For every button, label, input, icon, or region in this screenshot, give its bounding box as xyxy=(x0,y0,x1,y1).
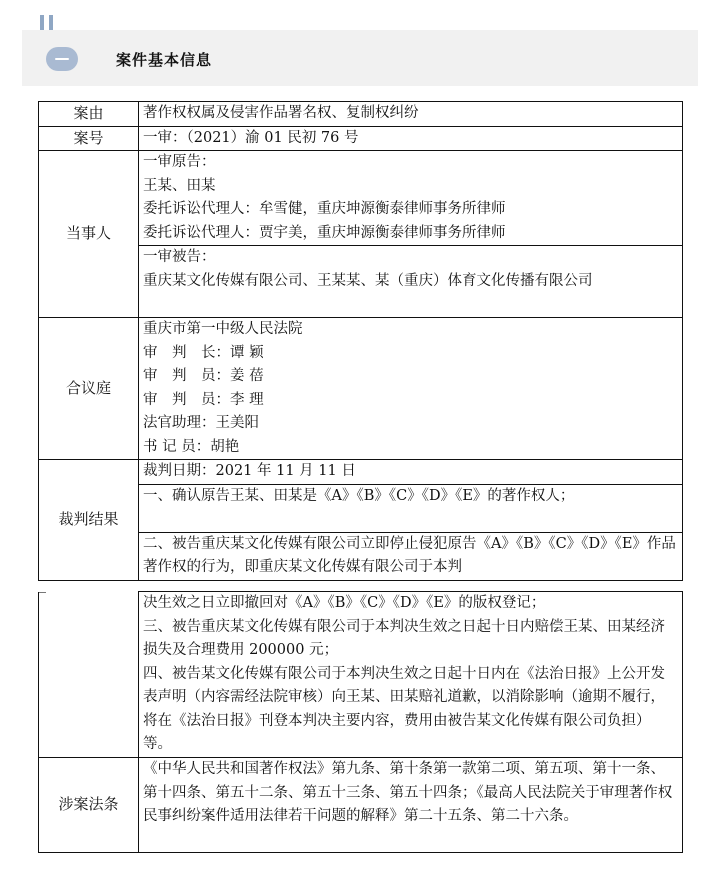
panel-presiding-judge: 审 判 长：谭 颖 xyxy=(143,344,264,361)
panel-label: 合议庭 xyxy=(39,318,139,460)
cause-label: 案由 xyxy=(39,102,139,127)
laws-label: 涉案法条 xyxy=(39,758,139,853)
table-row xyxy=(39,102,683,127)
panel-judge-1: 审 判 员：姜 蓓 xyxy=(143,368,264,384)
judgment-item-2-part-2: 决生效之日立即撤回对《A》《B》《C》《D》《E》的版权登记； xyxy=(143,595,546,611)
judgment-item-2-cell xyxy=(139,532,683,580)
case-info-table-continued xyxy=(38,591,683,853)
panel-clerk: 书 记 员：胡艳 xyxy=(143,438,240,455)
section-title: 案件基本信息 xyxy=(116,51,213,69)
laws-text: 《中华人民共和国著作权法》第九条、第十条第一款第二项、第五项、第十一条、第十四条、第五十二条、第五十三条、第五十四条；《最高人民法院关于审理著作权民事纠纷案件适用法律若干问题的解释》第二十五条、第二十六条。 xyxy=(143,761,673,824)
plaintiff-names: 王某、田某 xyxy=(143,177,216,194)
table-row xyxy=(39,460,683,485)
cause-value xyxy=(139,102,683,127)
judgment-item-2-part-1: 二、被告重庆某文化传媒有限公司立即停止侵犯原告《A》《B》《C》《D》《E》作品著作权的行为，即重庆某文化传媒有限公司于本判 xyxy=(143,535,676,575)
table-row xyxy=(39,318,683,460)
judgment-item-4: 四、被告某文化传媒有限公司于本判决生效之日起十日内在《法治日报》上公开发表声明（内容需经法院审核）向王某、田某赔礼道歉，以消除影响（逾期不履行，将在《法治日报》刊登本判决主要内容，费用由被告某文化传媒有限公司负担）等。 xyxy=(143,665,665,752)
section-number-badge xyxy=(46,47,78,71)
case-number-text: 一审：（2021）渝 01 民初 76 号 xyxy=(143,129,359,146)
plaintiff-agent-2: 委托诉讼代理人：贾宇美，重庆坤源衡泰律师事务所律师 xyxy=(143,224,506,241)
badge-dash-icon xyxy=(55,58,69,60)
defendant-heading: 一审被告： xyxy=(143,249,216,265)
panel-cell xyxy=(139,318,683,460)
table-row xyxy=(39,758,683,853)
defendant-names: 重庆某文化传媒有限公司、王某某、某（重庆）体育文化传播有限公司 xyxy=(143,272,593,289)
defendant-cell xyxy=(139,246,683,318)
judgment-item-1-cell xyxy=(139,484,683,532)
table-row xyxy=(39,126,683,151)
table-row xyxy=(39,592,683,758)
judgment-continued-cell xyxy=(139,592,683,758)
plaintiff-agent-1: 委托诉讼代理人：牟雪健，重庆坤源衡泰律师事务所律师 xyxy=(143,201,506,217)
plaintiff-heading: 一审原告： xyxy=(143,154,216,170)
panel-judge-2: 审 判 员：李 理 xyxy=(143,391,264,408)
judgment-date: 裁判日期：2021 年 11 月 11 日 xyxy=(143,463,356,479)
judgment-label-continued xyxy=(39,592,139,758)
parties-label: 当事人 xyxy=(39,151,139,318)
section-header xyxy=(22,30,698,86)
judgment-date-cell xyxy=(139,460,683,485)
judgment-item-3: 三、被告重庆某文化传媒有限公司于本判决生效之日起十日内赔偿王某、田某经济损失及合理费用 200000 元； xyxy=(143,618,665,658)
judgment-label: 裁判结果 xyxy=(39,460,139,581)
case-number-value xyxy=(139,126,683,151)
plaintiff-cell xyxy=(139,151,683,246)
panel-assistant: 法官助理：王美阳 xyxy=(143,415,259,431)
case-info-table xyxy=(38,101,683,581)
laws-cell xyxy=(139,758,683,853)
panel-court: 重庆市第一中级人民法院 xyxy=(143,321,303,337)
case-number-label: 案号 xyxy=(39,126,139,151)
cause-text: 著作权权属及侵害作品署名权、复制权纠纷 xyxy=(143,105,419,121)
judgment-item-1: 一、确认原告王某、田某是《A》《B》《C》《D》《E》的著作权人； xyxy=(143,487,575,504)
table-row xyxy=(39,151,683,246)
